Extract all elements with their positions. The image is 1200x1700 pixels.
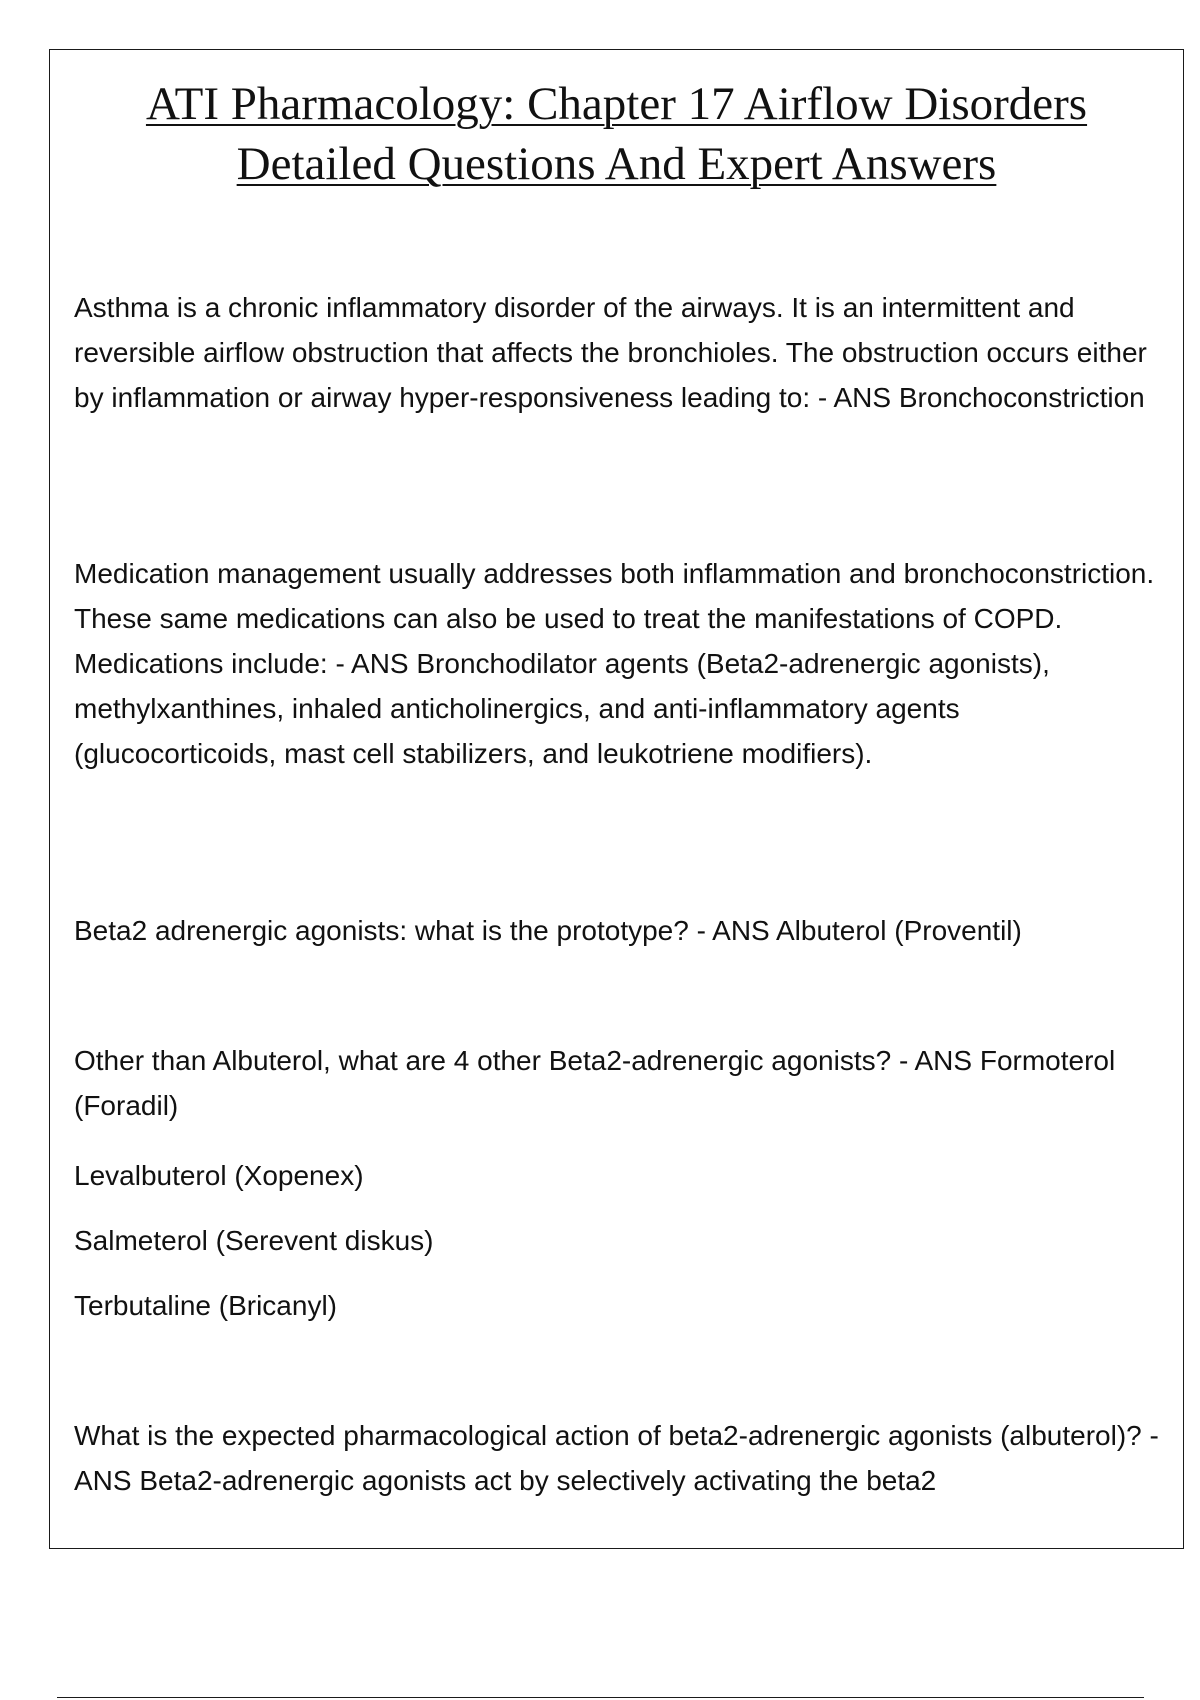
qa-entry-medication-management: Medication management usually addresses both inflammation and bronchoconstriction. These same medications can also be used to treat the manifestations of COPD. Medications include: - ANS Bronchodilator agents (Beta2-adrenergic agonists), methylxanthines, inhaled anticholinergics, and anti-inflammatory agents (glucocorticoids, mast cell stabilizers, and leukotriene modifiers). (74, 558, 1155, 769)
qa-entry-other-beta2-agonists: Other than Albuterol, what are 4 other Beta2-adrenergic agonists? - ANS Formoterol (Foradil) (74, 1045, 1116, 1121)
title-line-1: ATI Pharmacology: Chapter 17 Airflow Disorders (145, 78, 1088, 130)
qa-entry-beta2-action: What is the expected pharmacological action of beta2-adrenergic agonists (albuterol)? - ANS Beta2-adrenergic agonists act by selectively activating the beta2 (74, 1420, 1159, 1496)
qa-entry-asthma: Asthma is a chronic inflammatory disorder of the airways. It is an intermittent and reversible airflow obstruction that affects the bronchioles. The obstruction occurs either by inflammation or airway hyper-responsiveness leading to: - ANS Bronchoconstriction (74, 292, 1147, 413)
list-item: Levalbuterol (Xopenex) (74, 1160, 364, 1191)
qa-entry-beta2-prototype: Beta2 adrenergic agonists: what is the prototype? - ANS Albuterol (Proventil) (74, 915, 1022, 946)
footer-divider (57, 1697, 1144, 1698)
list-item: Salmeterol (Serevent diskus) (74, 1225, 434, 1256)
document-page (49, 49, 1184, 1549)
title-line-2: Detailed Questions And Expert Answers (236, 138, 997, 190)
document-title (70, 74, 1163, 194)
list-item: Terbutaline (Bricanyl) (74, 1290, 337, 1321)
